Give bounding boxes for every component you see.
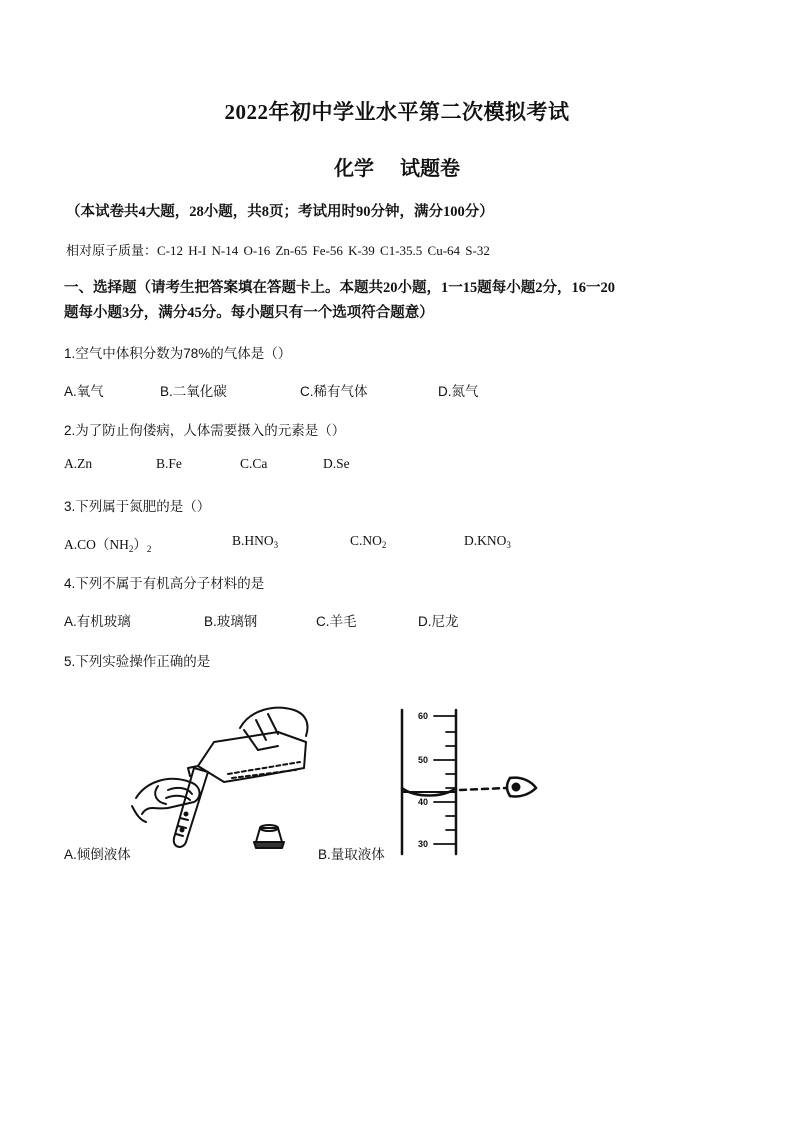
subject-name: 化学: [334, 158, 374, 180]
figure-graduated-cylinder: [390, 706, 550, 856]
scale-label-50: 50: [417, 755, 428, 765]
exam-note: （本试卷共4大题，28小题，共8页；考试用时90分钟，满分100分）: [66, 204, 494, 220]
scale-label-60: 60: [417, 711, 428, 721]
question-3-stem: 3.下列属于氮肥的是（）: [64, 499, 211, 514]
question-4-option-d: D.尼龙: [418, 614, 459, 629]
subject-title: [0, 152, 794, 181]
question-1-option-b: B.二氧化碳: [160, 384, 227, 399]
question-2-option-a: A.Zn: [64, 456, 93, 471]
exam-title: 2022年初中学业水平第二次模拟考试: [224, 100, 570, 124]
question-3-option-a: $A.CO(NH_2)_2$: [64, 537, 152, 554]
question-4-stem: 4.下列不属于有机高分子材料的是: [64, 576, 265, 591]
question-3-option-c: $C.NO_2$: [350, 533, 387, 550]
section-heading-line1: 一、选择题（请考生把答案填在答题卡上。本题共20小题，1一15题每小题2分，16一20: [64, 280, 615, 296]
figure-pouring-liquid: [128, 702, 318, 854]
question-4-option-a: A.有机玻璃: [64, 614, 131, 629]
paper-name: 试题卷: [400, 158, 460, 180]
scale-label-40: 40: [417, 797, 428, 807]
question-2-option-c: C.Ca: [240, 456, 268, 471]
scale-label-30: 30: [417, 839, 428, 849]
question-1-option-a: A.氧气: [64, 384, 104, 399]
question-2-stem: 2.为了防止佝偻病，人体需要摄入的元素是（）: [64, 423, 346, 438]
question-5-stem: 5.下列实验操作正确的是: [64, 654, 211, 669]
question-4-option-c: C.羊毛: [316, 614, 357, 629]
question-4-option-b: B.玻璃钢: [204, 614, 258, 629]
question-3-option-b: $B.HNO_3$: [232, 533, 279, 550]
section-heading: [64, 276, 734, 326]
section-heading-line2: 题每小题3分，满分45分。每小题只有一个选项符合题意）: [64, 305, 434, 321]
question-1-option-c: C.稀有气体: [300, 384, 368, 399]
question-2-option-d: D.Se: [323, 456, 350, 471]
question-1-option-d: D.氮气: [438, 384, 479, 399]
atomic-masses: 相对原子质量：C-12 H-I N-14 O-16 Zn-65 Fe-56 K-39 C1-35.5 Cu-64 S-32: [66, 243, 490, 258]
question-1-stem: 1.空气中体积分数为78%的气体是（）: [64, 346, 292, 361]
question-5-option-a: A.倾倒液体: [64, 847, 131, 862]
question-3-option-d: $D.KNO_3$: [464, 533, 511, 550]
question-5-option-b: B.量取液体: [318, 847, 385, 862]
question-2-option-b: B.Fe: [156, 456, 182, 471]
